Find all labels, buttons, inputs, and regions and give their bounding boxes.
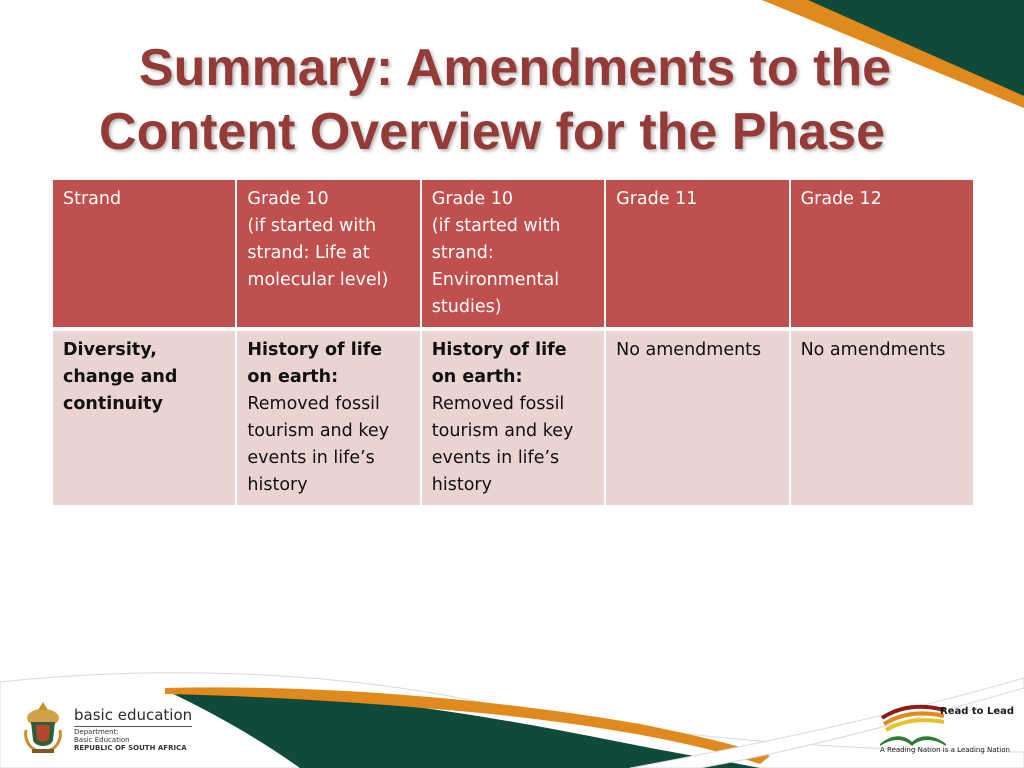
cell-text: No amendments xyxy=(800,340,946,360)
slide-title xyxy=(66,36,946,164)
cell-grade10-life xyxy=(236,329,420,506)
header-line: strand: Life at xyxy=(247,243,370,263)
header-line: Grade 10 xyxy=(247,189,329,209)
header-grade10-environmental xyxy=(421,179,605,329)
header-line: Grade 10 xyxy=(431,189,513,209)
logo-divider xyxy=(74,726,192,727)
slide-title-line2: Content Overview for the Phase xyxy=(99,103,885,161)
header-line: studies) xyxy=(431,297,502,317)
table-row xyxy=(52,329,974,506)
read-to-lead-title: Read to Lead xyxy=(940,706,1015,717)
amendments-table xyxy=(51,178,975,507)
table-header-row xyxy=(52,179,974,329)
strand-name: Diversity, change and continuity xyxy=(63,340,178,414)
cell-heading: History of life on earth: xyxy=(431,340,567,387)
logo-line3: REPUBLIC OF SOUTH AFRICA xyxy=(74,744,187,752)
header-line: Grade 11 xyxy=(616,189,698,209)
open-book-icon xyxy=(878,704,948,746)
header-line: Environmental xyxy=(431,270,560,290)
cell-heading: History of life on earth: xyxy=(247,340,383,387)
logo-name: basic education xyxy=(74,706,193,724)
cell-grade10-environmental xyxy=(421,329,605,506)
header-grade10-life xyxy=(236,179,420,329)
slide-title-line1: Summary: Amendments to the xyxy=(138,39,892,97)
header-line: strand: xyxy=(431,243,494,263)
header-line: (if started with xyxy=(431,216,561,236)
cell-strand xyxy=(52,329,236,506)
header-line: molecular level) xyxy=(247,270,389,290)
cell-grade11 xyxy=(605,329,789,506)
logo-line2: Basic Education xyxy=(74,736,130,744)
cell-text: Removed fossil tourism and key events in life’s history xyxy=(431,394,574,495)
logo-line1: Department: xyxy=(74,728,119,736)
read-to-lead-tagline: A Reading Nation is a Leading Nation xyxy=(880,746,1010,754)
header-strand xyxy=(52,179,236,329)
cell-text: Removed fossil tourism and key events in life’s history xyxy=(247,394,389,495)
header-line: Grade 12 xyxy=(800,189,882,209)
coat-of-arms-icon xyxy=(22,700,64,754)
header-grade11 xyxy=(605,179,789,329)
read-to-lead-logo xyxy=(874,700,1014,760)
cell-text: No amendments xyxy=(616,340,762,360)
header-line: (if started with xyxy=(247,216,377,236)
cell-grade12 xyxy=(790,329,974,506)
basic-education-logo xyxy=(22,700,192,756)
header-strand-line: Strand xyxy=(63,189,122,209)
header-grade12 xyxy=(790,179,974,329)
